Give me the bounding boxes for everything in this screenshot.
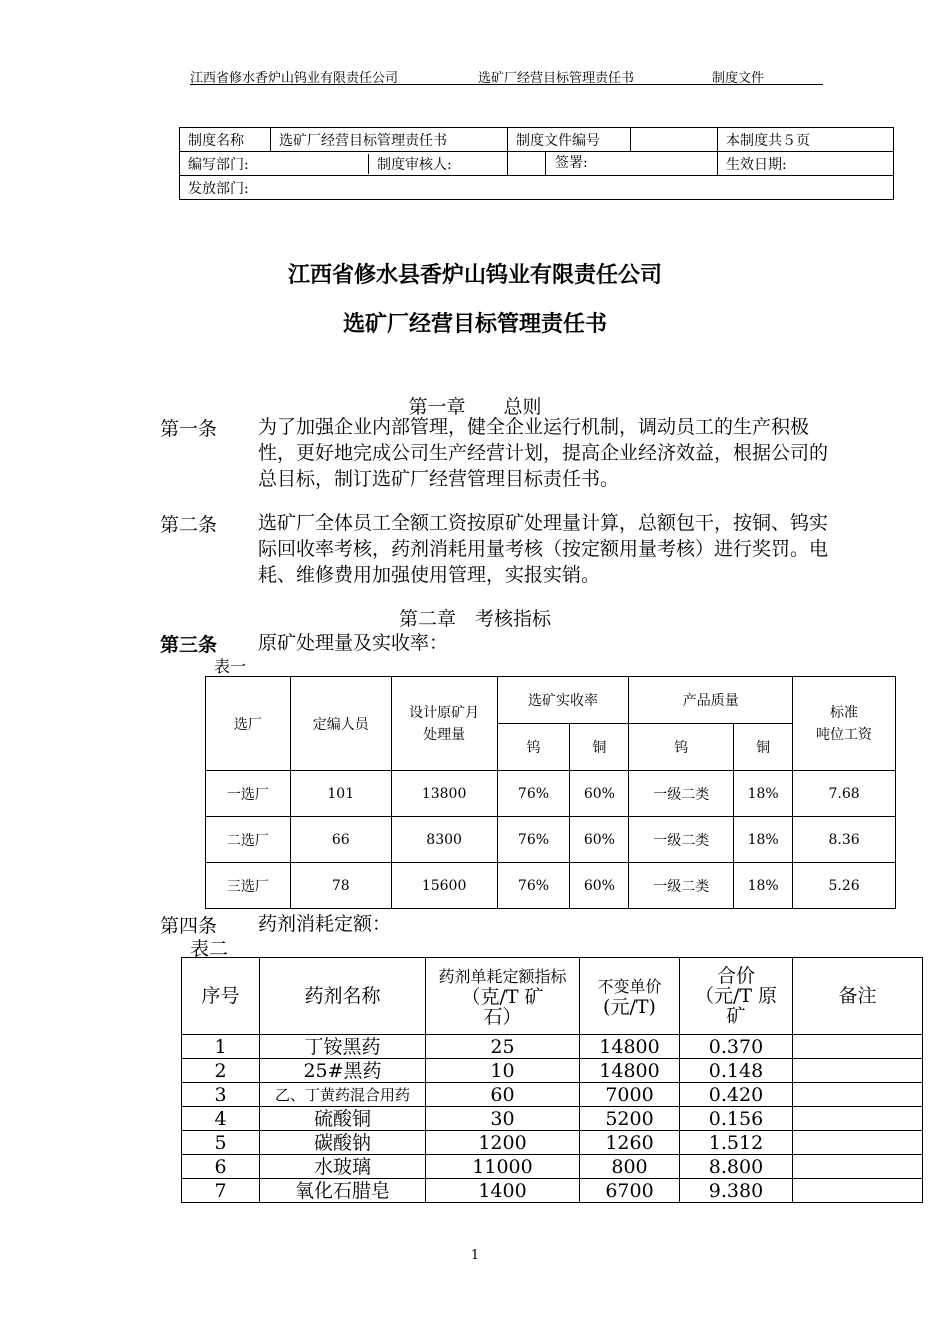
header-line: （克/T 矿 [461,985,544,1008]
table-cell [793,1083,923,1107]
table-row [206,677,896,724]
header-cell [426,958,580,1035]
table-cell: 碳酸钠 [260,1131,426,1155]
table-cell: 8.800 [680,1155,793,1179]
header-line: 设计原矿月 [409,704,480,721]
table-cell: 3 [182,1083,260,1107]
header-doc-name: 选矿厂经营目标管理责任书 [478,71,635,86]
table-cell: 78 [290,863,391,909]
table-cell: 60% [570,863,629,909]
table-cell: 6 [182,1155,260,1179]
meta-cell: 制度审核人: [377,156,452,173]
meta-cell: 签署: [555,155,588,171]
header-line: 处理量 [423,726,466,743]
table-cell: 5.26 [793,863,896,909]
table-cell: 一级二类 [629,863,734,909]
table-cell: 8.36 [793,817,896,863]
header-cell: 钨 [497,724,570,771]
table-cell: 7.68 [793,771,896,817]
table-cell: 14800 [580,1059,680,1083]
table-row [180,176,894,200]
table-cell: 水玻璃 [260,1155,426,1179]
table-cell: 乙、丁黄药混合用药 [260,1083,426,1107]
header-cell: 序号 [182,958,260,1035]
header-cell: 备注 [793,958,923,1035]
table-cell: 硫酸铜 [260,1107,426,1131]
header-line: （元/T 原 [694,985,778,1007]
header-cell: 钨 [629,724,734,771]
header-line: 石） [483,1005,522,1028]
reagent-table [181,957,923,1203]
header-cell [680,958,793,1035]
table-cell: 丁铵黑药 [260,1035,426,1059]
table-row [182,1155,923,1179]
table-row [182,1035,923,1059]
header-line: (元/T) [603,995,656,1018]
table-cell [793,1131,923,1155]
article-text: 选矿厂全体员工全额工资按原矿处理量计算，总额包干，按铜、钨实际回收率考核，药剂消耗用量考核（按定额用量考核）进行奖罚。电耗、维修费用加强使用管理，实报实销。 [258,512,829,586]
table-cell: 76% [497,817,570,863]
article-text: 药剂消耗定额： [258,913,392,935]
header-cell: 铜 [570,724,629,771]
table-cell: 7000 [580,1083,680,1107]
header-doc-type: 制度文件 [712,71,765,86]
header-company: 江西省修水香炉山钨业有限责任公司 [190,71,399,86]
table-cell: 18% [734,771,793,817]
table-cell: 18% [734,863,793,909]
meta-table [179,127,894,200]
table-cell: 1 [182,1035,260,1059]
table-cell: 0.148 [680,1059,793,1083]
header-cell: 选矿实收率 [497,677,629,724]
table-row [182,1059,923,1083]
header-line: 标准 [830,704,859,721]
table-cell: 1.512 [680,1131,793,1155]
table-cell: 0.370 [680,1035,793,1059]
table-cell: 60% [570,771,629,817]
table-cell: 25 [426,1035,580,1059]
table-cell: 60% [570,817,629,863]
table-cell: 二选厂 [206,817,291,863]
table-cell: 60 [426,1083,580,1107]
table-cell: 76% [497,863,570,909]
article-label: 第三条 [160,634,218,656]
table-cell [793,1035,923,1059]
article-label: 第四条 [160,915,218,937]
table-cell: 25#黑药 [260,1059,426,1083]
table-cell: 三选厂 [206,863,291,909]
meta-cell: 选矿厂经营目标管理责任书 [271,128,508,152]
document-title: 选矿厂经营目标管理责任书 [342,312,607,337]
header-line: 吨位工资 [816,726,873,743]
table-cell: 1260 [580,1131,680,1155]
article-label: 第二条 [160,514,218,536]
table-cell: 2 [182,1059,260,1083]
table-cell: 13800 [391,771,497,817]
table-caption: 表一 [214,657,247,676]
table-cell: 一级二类 [629,771,734,817]
table-cell: 14800 [580,1035,680,1059]
table-row [206,863,896,909]
header-line: 合价 [716,965,755,987]
header-cell [391,677,497,771]
table-row [206,771,896,817]
table-row [182,1083,923,1107]
table-cell: 11000 [426,1155,580,1179]
table-cell: 0.420 [680,1083,793,1107]
table-row [180,152,894,176]
header-line: 药剂单耗定额指标 [438,966,567,986]
header-cell: 选厂 [206,677,291,771]
header-rule [190,84,823,85]
table-cell: 18% [734,817,793,863]
table-cell: 0.156 [680,1107,793,1131]
article-label: 第一条 [160,418,218,440]
table-cell: 5 [182,1131,260,1155]
table-cell: 9.380 [680,1179,793,1203]
table-row [182,958,923,1035]
article-text: 原矿处理量及实收率： [258,632,449,654]
meta-cell: 发放部门: [180,176,894,200]
table-cell: 10 [426,1059,580,1083]
header-cell [793,677,896,771]
table-row [180,128,894,152]
meta-cell: 制度名称 [180,128,271,152]
table-row [182,1131,923,1155]
table-cell: 7 [182,1179,260,1203]
table-cell [793,1155,923,1179]
table-cell: 一选厂 [206,771,291,817]
target-table [205,676,896,909]
header-line: 不变单价 [597,976,662,996]
table-cell [793,1107,923,1131]
header-cell: 药剂名称 [260,958,426,1035]
table-cell: 一级二类 [629,817,734,863]
company-title: 江西省修水县香炉山钨业有限责任公司 [287,263,662,288]
table-cell: 66 [290,817,391,863]
chapter-heading: 第二章 考核指标 [398,608,551,630]
table-row [206,817,896,863]
article-text: 为了加强企业内部管理，健全企业运行机制，调动员工的生产积极性，更好地完成公司生产经营计划，提高企业经济效益，根据公司的总目标，制订选矿厂经营管理目标责任书。 [258,416,829,490]
table-cell: 1200 [426,1131,580,1155]
meta-cell: 生效日期: [718,152,894,176]
table-cell: 76% [497,771,570,817]
meta-cell: 本制度共５页 [718,128,894,152]
meta-cell: 制度文件编号 [508,128,631,152]
table-row [182,1107,923,1131]
header-cell [580,958,680,1035]
table-cell: 氧化石腊皂 [260,1179,426,1203]
table-cell: 4 [182,1107,260,1131]
table-caption: 表二 [190,938,229,960]
header-line: 矿 [726,1005,746,1027]
table-cell: 6700 [580,1179,680,1203]
table-cell: 800 [580,1155,680,1179]
chapter-heading: 第一章 总则 [408,396,542,418]
meta-cell: 编写部门: [180,154,369,174]
table-row [182,1179,923,1203]
header-cell: 定编人员 [290,677,391,771]
table-cell: 1400 [426,1179,580,1203]
header-cell: 铜 [734,724,793,771]
header-cell: 产品质量 [629,677,793,724]
meta-cell [631,128,718,152]
table-cell: 101 [290,771,391,817]
table-cell: 15600 [391,863,497,909]
table-cell: 5200 [580,1107,680,1131]
table-cell [793,1059,923,1083]
page-number: 1 [470,1248,480,1263]
table-cell: 30 [426,1107,580,1131]
table-cell [793,1179,923,1203]
table-cell: 8300 [391,817,497,863]
